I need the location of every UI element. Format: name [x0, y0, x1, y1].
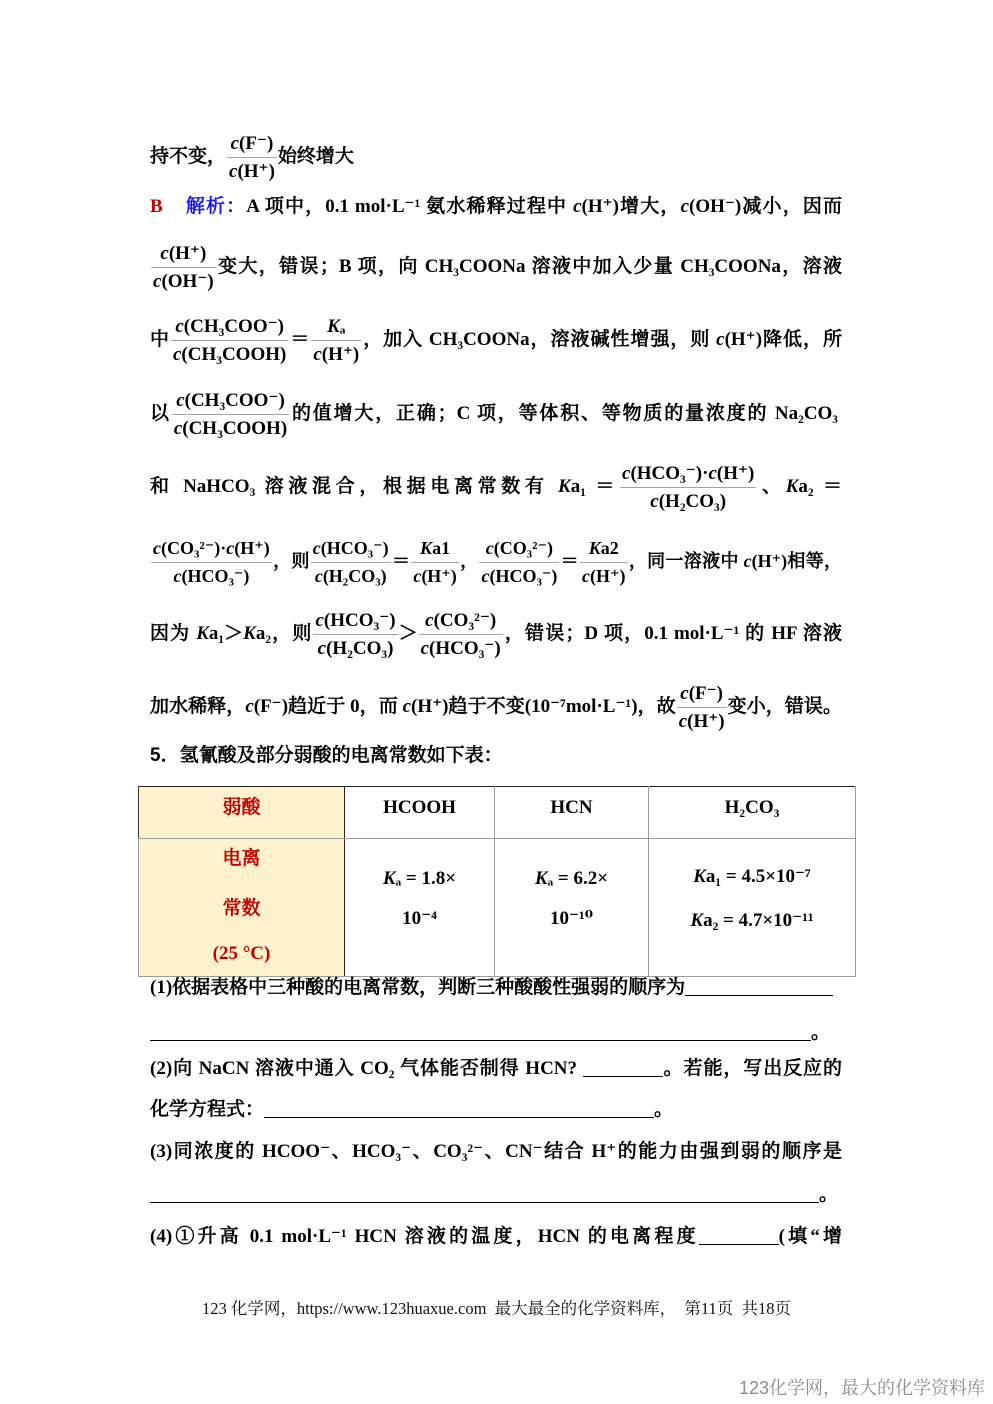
page-footer: 123 化学网，https://www.123huaxue.com 最大最全的化学资料库， 第11页 共18页 — [201, 1299, 792, 1318]
acid-name: HCN — [550, 797, 593, 818]
concentration-symbol: c — [153, 538, 161, 559]
constant-symbol: K — [558, 476, 571, 497]
answer-blank — [264, 1100, 654, 1118]
fraction — [411, 538, 459, 587]
question-text: (填“增 — [778, 1226, 842, 1247]
watermark: 123化学网，最大的化学资料库 — [738, 1378, 985, 1398]
analysis-text: 和 NaHCO₃ 溶液混合，根据电离常数有 Ka₁ ＝ — [150, 476, 620, 497]
question-5-title: 5．氢氰酸及部分弱酸的电离常数如下表： — [150, 745, 503, 766]
fraction — [580, 538, 628, 587]
table-cell — [345, 839, 495, 977]
concentration-symbol: c — [314, 566, 323, 587]
concentration-symbol: c — [172, 344, 182, 366]
fraction-denominator: c(H⁺) — [313, 344, 360, 366]
fraction — [479, 538, 559, 587]
concentration-symbol: c — [402, 696, 412, 717]
fraction-numerator: c(HCO₃⁻) — [313, 610, 397, 635]
analysis-text: 以 — [150, 403, 171, 424]
acid-name: HCOOH — [383, 797, 456, 818]
concentration-symbol: c — [317, 638, 327, 660]
concentration-symbol: c — [175, 316, 184, 338]
concentration-symbol: c — [173, 566, 182, 587]
table-header-label: 弱酸 — [222, 797, 261, 818]
fraction-denominator: c(H₂CO₃) — [650, 491, 727, 513]
fraction-numerator: c(CH₃COO⁻) — [172, 390, 289, 415]
answer-letter: B — [150, 196, 163, 217]
ka-value: Kₐ = 6.2× — [534, 868, 609, 889]
constant-symbol: K — [588, 538, 601, 559]
question-2-equation-line — [150, 1090, 842, 1130]
fraction — [677, 683, 727, 732]
question-2 — [150, 1049, 842, 1089]
analysis-line-6 — [150, 450, 842, 524]
question-4 — [150, 1217, 842, 1257]
analysis-line-7 — [150, 524, 842, 598]
fraction-numerator: c(H⁺) — [151, 243, 216, 268]
fraction — [313, 610, 397, 659]
table-header-cell — [495, 787, 649, 839]
question-text: 化学方程式： — [150, 1099, 265, 1120]
concentration-symbol: c — [680, 196, 690, 217]
concentration-symbol: c — [313, 344, 322, 366]
constant-symbol: K — [243, 623, 256, 644]
concentration-symbol: c — [680, 683, 689, 705]
question-text: (2)向 NaCN 溶液中通入 CO₂ 气体能否制得 HCN? — [150, 1058, 583, 1079]
question-1-answer-line — [150, 1013, 830, 1053]
concentration-symbol: c — [716, 329, 725, 350]
analysis-text: ，错误；D 项，0.1 mol·L⁻¹ 的 HF 溶液 — [503, 623, 842, 644]
fraction — [311, 316, 361, 365]
ka-value: 10⁻⁴ — [402, 908, 437, 929]
table-header-row — [139, 787, 856, 839]
analysis-text: 变小，错误。 — [727, 696, 842, 717]
equals-sign: ＝ — [560, 551, 580, 571]
fraction — [151, 243, 216, 292]
analysis-line-8 — [150, 597, 842, 671]
constant-symbol: K — [382, 868, 396, 889]
concentration-symbol: c — [160, 243, 169, 265]
fraction-denominator: c(H₂CO₃) — [314, 566, 387, 587]
answer-blank — [699, 1227, 779, 1245]
fraction-numerator: c(CO₃²⁻) — [479, 538, 559, 563]
concentration-symbol: c — [573, 196, 582, 217]
constant-symbol: K — [327, 316, 340, 338]
fraction — [172, 390, 289, 439]
question-3-answer-line — [150, 1175, 838, 1215]
analysis-text: ，同一溶液中 c(H⁺)相等， — [628, 551, 843, 571]
analysis-text: 持不变， — [150, 146, 227, 167]
concentration-symbol: c — [708, 463, 717, 485]
analysis-text: A 项中，0.1 mol·L⁻¹ 氨水稀释过程中 c(H⁺)增大，c(OH⁻)减小，因而 — [246, 196, 842, 217]
constant-symbol: K — [693, 866, 706, 887]
concentration-symbol: c — [153, 271, 162, 293]
fraction-numerator: c(CH₃COO⁻) — [171, 316, 288, 341]
fraction-numerator: Ka1 — [411, 538, 459, 563]
table-header-cell — [649, 787, 856, 839]
question-text: 。 — [810, 1022, 830, 1043]
analysis-text: 的值增大，正确；C 项，等体积、等物质的量浓度的 Na₂CO₃ — [290, 403, 838, 424]
acid-name: H₂CO₃ — [724, 797, 780, 818]
constant-symbol: K — [690, 910, 704, 931]
question-text: 。若能，写出反应的 — [662, 1058, 842, 1079]
row-label-temperature: (25 °C) — [212, 943, 271, 964]
ka-value: 10⁻¹⁰ — [549, 908, 594, 929]
fraction-numerator: c(F⁻) — [677, 683, 727, 708]
question-3: (3)同浓度的 HCOO⁻、HCO₃⁻、CO₃²⁻、CN⁻结合 H⁺的能力由强到弱的顺序是 — [150, 1141, 842, 1162]
concentration-symbol: c — [245, 696, 254, 717]
fraction-denominator: c(CH₃COOH) — [173, 418, 288, 440]
concentration-symbol: c — [420, 638, 430, 660]
analysis-text: 、Ka₂ ＝ — [757, 476, 842, 497]
fraction-denominator: c(HCO₃⁻) — [420, 638, 501, 660]
fraction-numerator: c(CO₃²⁻) — [419, 610, 503, 635]
concentration-symbol: c — [622, 463, 631, 485]
greater-than-sign: ＞ — [398, 623, 418, 644]
analysis-label: 解析： — [184, 196, 247, 217]
row-label-line: 电离 — [222, 848, 261, 869]
table-row-label-cell — [139, 839, 345, 977]
question-1 — [150, 968, 833, 1008]
concentration-symbol: c — [413, 566, 422, 587]
row-label-line: 常数 — [222, 898, 261, 919]
fraction-numerator: c(F⁻) — [227, 133, 277, 158]
fraction — [227, 133, 277, 182]
concentration-symbol: c — [229, 161, 238, 183]
fraction-numerator: c(HCO₃⁻)·c(H⁺) — [620, 463, 756, 488]
analysis-line-3 — [150, 230, 842, 304]
concentration-symbol: c — [315, 610, 324, 632]
concentration-symbol: c — [173, 418, 183, 440]
answer-blank — [685, 978, 833, 996]
concentration-symbol: c — [743, 551, 752, 571]
fraction-denominator: c(HCO₃⁻) — [481, 566, 558, 587]
concentration-symbol: c — [230, 133, 240, 155]
fraction — [311, 538, 391, 587]
fraction-denominator: c(HCO₃⁻) — [173, 566, 250, 587]
concentration-symbol: c — [678, 711, 688, 733]
constant-symbol: K — [785, 476, 799, 497]
analysis-text: 中 — [150, 329, 170, 350]
fraction-denominator: c(H⁺) — [582, 566, 626, 587]
constant-symbol: K — [420, 538, 433, 559]
equals-sign: ＝ — [391, 551, 411, 571]
ka2-value: Ka₂ = 4.7×10⁻¹¹ — [690, 910, 814, 931]
fraction-numerator: c(HCO₃⁻) — [311, 538, 391, 563]
concentration-symbol: c — [425, 610, 434, 632]
constant-symbol: K — [196, 623, 209, 644]
fraction-denominator: c(H⁺) — [678, 711, 725, 733]
analysis-text: 始终增大 — [277, 146, 354, 167]
answer-blank — [150, 1023, 811, 1041]
analysis-text: ， — [459, 551, 479, 571]
fraction-numerator: c(CO₃²⁻)·c(H⁺) — [151, 538, 272, 563]
fraction — [171, 316, 288, 365]
table-cell — [649, 839, 856, 977]
analysis-text: ，加入 CH₃COONa，溶液碱性增强，则 c(H⁺)降低，所 — [362, 329, 842, 350]
table-cell — [495, 839, 649, 977]
fraction-numerator: Ka2 — [580, 538, 628, 563]
answer-blank — [150, 1185, 819, 1203]
concentration-symbol: c — [650, 491, 659, 513]
ka1-value: Ka₁ = 4.5×10⁻⁷ — [693, 866, 811, 887]
fraction-denominator: c(H₂CO₃) — [317, 638, 394, 660]
question-text: (1)依据表格中三种酸的电离常数，判断三种酸酸性强弱的顺序为 — [150, 977, 686, 998]
spacer — [163, 211, 185, 212]
analysis-line-9 — [150, 670, 842, 744]
fraction-numerator: Kₐ — [311, 316, 361, 341]
analysis-line-2 — [150, 187, 842, 227]
concentration-symbol: c — [485, 538, 494, 559]
analysis-line-1 — [150, 120, 842, 194]
analysis-line-5 — [150, 377, 838, 451]
analysis-text: ，则 — [272, 551, 310, 571]
equals-sign: ＝ — [289, 329, 311, 350]
fraction — [419, 610, 503, 659]
fraction — [151, 538, 272, 587]
fraction-denominator: c(CH₃COOH) — [172, 344, 287, 366]
analysis-text: 因为 Ka₁＞Ka₂，则 — [150, 623, 313, 644]
concentration-symbol: c — [582, 566, 591, 587]
question-text: 。 — [654, 1099, 674, 1120]
question-text: 。 — [818, 1184, 838, 1205]
analysis-text: 加水稀释，c(F⁻)趋近于 0，而 c(H⁺)趋于不变(10⁻⁷mol·L⁻¹)，故 — [150, 696, 676, 717]
fraction-denominator: c(H⁺) — [229, 161, 275, 183]
fraction — [620, 463, 756, 512]
analysis-line-4 — [150, 303, 842, 377]
constant-symbol: K — [534, 868, 548, 889]
concentration-symbol: c — [481, 566, 490, 587]
analysis-text: 变大，错误；B 项，向 CH₃COONa 溶液中加入少量 CH₃COONa，溶液 — [216, 256, 842, 277]
ka-value: Kₐ = 1.8× — [382, 868, 457, 889]
question-text: (4)①升高 0.1 mol·L⁻¹ HCN 溶液的温度，HCN 的电离程度 — [150, 1226, 699, 1247]
table-row — [139, 839, 856, 977]
concentration-symbol: c — [176, 390, 185, 412]
table-header-cell — [345, 787, 495, 839]
fraction-denominator: c(OH⁻) — [153, 271, 214, 293]
concentration-symbol: c — [312, 538, 321, 559]
ionization-constant-table — [138, 786, 856, 977]
answer-blank — [583, 1059, 663, 1077]
concentration-symbol: c — [226, 538, 235, 559]
fraction-denominator: c(H⁺) — [413, 566, 457, 587]
table-header-cell — [139, 787, 345, 839]
